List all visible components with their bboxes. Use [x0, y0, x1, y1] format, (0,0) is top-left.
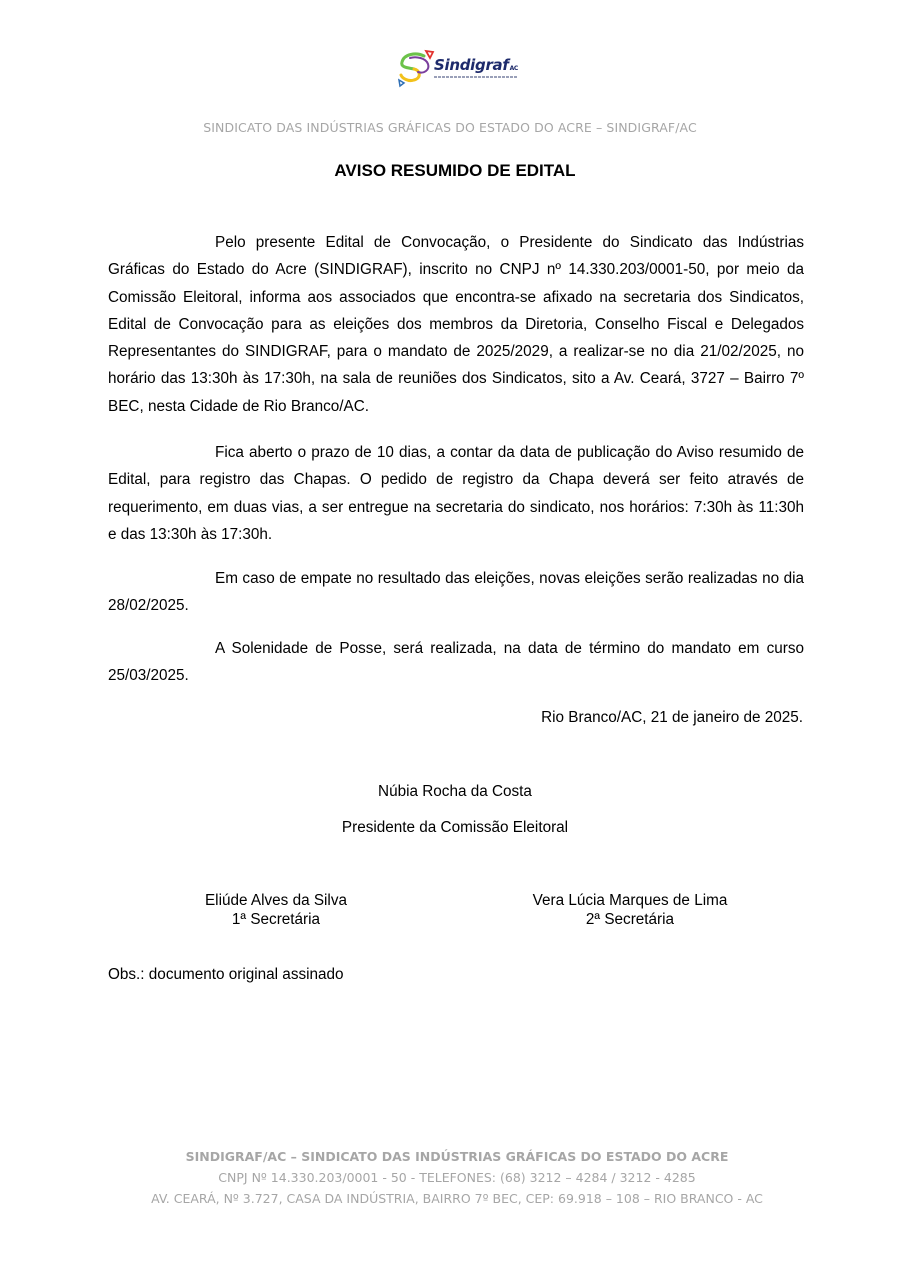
- signature-second-secretary: [505, 891, 755, 929]
- paragraph-registration-deadline: [108, 439, 804, 548]
- footer-contact: CNPJ Nº 14.330.203/0001 - 50 - TELEFONES: (68) 3212 – 4284 / 3212 - 4285: [218, 1170, 696, 1185]
- paragraph-text: A Solenidade de Posse, será realizada, na data de término do mandato em curso 25/03/2025.: [108, 640, 804, 685]
- sindigraf-logo: [396, 48, 526, 88]
- organization-header: SINDICATO DAS INDÚSTRIAS GRÁFICAS DO ESTADO DO ACRE – SINDIGRAF/AC: [203, 120, 697, 135]
- page-footer: [0, 1146, 900, 1209]
- paragraph-tie-break: [108, 565, 804, 620]
- president-role: Presidente da Comissão Eleitoral: [341, 819, 569, 836]
- logo-tagline: [434, 76, 518, 78]
- signature-first-secretary: [176, 891, 376, 929]
- paragraph-convocation: [108, 229, 804, 420]
- paragraph-inauguration: [108, 635, 804, 690]
- first-secretary-name: Eliúde Alves da Silva: [204, 892, 347, 909]
- place-and-date: Rio Branco/AC, 21 de janeiro de 2025.: [541, 709, 803, 726]
- paragraph-text: Em caso de empate no resultado das eleições, novas eleições serão realizadas no dia 28/02/2025.: [108, 570, 804, 615]
- second-secretary-role: 2ª Secretária: [585, 911, 675, 928]
- sindigraf-emblem-icon: [396, 48, 436, 88]
- document-title: AVISO RESUMIDO DE EDITAL: [334, 161, 576, 180]
- paragraph-text: Fica aberto o prazo de 10 dias, a contar da data de publicação do Aviso resumido de Edital, para registro das Chapas. O pedido de registro da Chapa deverá ser feito através de requerimento, em duas vias, a ser entregue na secretaria do sindicato, nos horários: 7:30h às 11:30h e das 13:30h às 17:30h.: [108, 444, 804, 543]
- second-secretary-name: Vera Lúcia Marques de Lima: [532, 892, 728, 909]
- president-name: Núbia Rocha da Costa: [378, 783, 532, 800]
- footer-address: AV. CEARÁ, Nº 3.727, CASA DA INDÚSTRIA, BAIRRO 7º BEC, CEP: 69.918 – 108 – RIO BRANCO - AC: [151, 1191, 763, 1206]
- logo-wordmark: SindigrafAC: [434, 56, 519, 74]
- paragraph-text: Pelo presente Edital de Convocação, o Presidente do Sindicato das Indústrias Gráficas do Estado do Acre (SINDIGRAF), inscrito no CNPJ nº 14.330.203/0001-50, por meio da Comissão Eleitoral, informa aos associados que encontra-se afixado na secretaria dos Sindicatos, Edital de Convocação para as eleições dos membros da Diretoria, Conselho Fiscal e Delegados Representantes do SINDIGRAF, para o mandato de 2025/2029, a realizar-se no dia 21/02/2025, no horário das 13:30h às 17:30h, na sala de reuniões dos Sindicatos, sito a Av. Ceará, 3727 – Bairro 7º BEC, nesta Cidade de Rio Branco/AC.: [108, 234, 804, 415]
- first-secretary-role: 1ª Secretária: [231, 911, 321, 928]
- footer-organization: SINDIGRAF/AC – SINDICATO DAS INDÚSTRIAS GRÁFICAS DO ESTADO DO ACRE: [185, 1149, 729, 1164]
- signed-original-note: Obs.: documento original assinado: [108, 966, 344, 983]
